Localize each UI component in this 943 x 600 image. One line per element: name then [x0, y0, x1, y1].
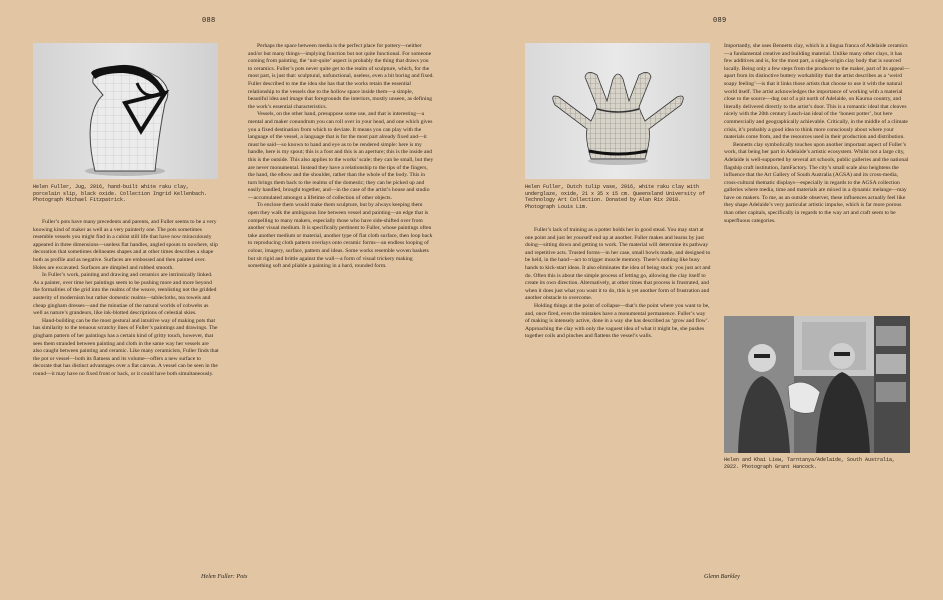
- paragraph: Fuller’s lack of training as a potter holds her in good stead. You may start at one point and just let yourself end up at another. Fuller makes and learns by just doing—sitting down and getting to work. The material will determine its pathway and repetitive acts. Trusted forms—in her case, small bowls made, and designed to be held, in the hand—act to trigger muscle memory. There’s nothing like busy hands to kick-start ideas. It also eliminates the idea of being stuck: you just act and do. Often this is about the simple process of letting go, allowing the clay itself to create its own direction. Alternatively, at other times that process is frustrated, and when it does just what you want it to do, this is yet another form of frustration and another obstacle to overcome.: [525, 227, 711, 302]
- portrait-caption: Helen and Khai Liew, Tarntanya/Adelaide, South Australia, 2022. Photograph Grant Hancock.: [724, 457, 896, 470]
- paragraph: To enclose them would make them sculpture, but by always keeping them open they walk the ambiguous line between vessel and painting—an edge that is compelling to many makers, especially those who have side-shifted over from another visual medium. It is specifically pertinent to Fuller, whose paintings often take another medium or material, another type of flat cloth surface, then loop back to reproducing cloth pattern overlays onto ceramic forms—an endless looping of colour, imagery, surface, pattern and ideas. Some works resemble woven baskets but sit rigid and brittle against the wall—a form of visual trickery making something soft and pliable a painting in a hard, rounded form.: [248, 202, 433, 270]
- paragraph: Fuller’s pots have many precedents and parents, and Fuller seems to be a very knowing kind of maker as well as a very painterly one. The pots sometimes resemble vessels you might find in a cubist still life that have now miraculously appeared in three dimensions—useless flat handles, angled spouts to nowhere, slip decoration that sometimes delineates shapes and at other times describes a shape both as profile and as negative. Surfaces are embossed and then painted over. Holes are excavated. Surfaces are dimpled and rubbed smooth.: [33, 219, 218, 271]
- portrait-photo: [724, 316, 910, 453]
- paragraph: Importantly, she uses Bennetts clay, which is a lingua franca of Adelaide ceramics—a fundamental creative and building material. Unlike many other clays, it has few additives and is, for the most part, a single-origin clay body that is sourced locally. Being only a few steps from the producer to the maker, part of its appeal—apart from its distinctive buttery workability that the artist describes as a ‘weird soapy feeling’—is that it links those artists that choose to use it with the natural world itself. The artist acknowledges the importance of working with a material close to the source—dug out of a pit north of Adelaide, on Kaurna country, and literally delivered directly to the artist’s door. This is a romantic ideal that cleaves nicely with the 20th century Leach-ian ideal of the ‘honest potter’, but here commercially and geographically achievable. Critically, in the middle of a climate crisis, it’s probably a good idea to think more consciously about where your materials come from, and the resources used in their production and distribution.: [724, 43, 910, 141]
- jug-caption: Helen Fuller, Jug, 2016, hand-built white raku clay, porcelain slip, black oxide. Collection Ingrid Kellenbach. Photograph Michael Fitzpatrick.: [33, 184, 208, 204]
- right-column-2: [724, 43, 910, 225]
- right-column-1: [525, 227, 711, 341]
- jug-image: [33, 43, 218, 179]
- left-column-2: [248, 43, 434, 271]
- portrait-image: [724, 316, 910, 453]
- tulip-vase-photo: [525, 43, 710, 179]
- vase-image: [525, 43, 710, 179]
- paragraph: Hand-building can be the most gestural and intuitive way of making pots that has similarity to the tenuous scratchy lines of Fuller’s paintings and drawings. The gingham pattern of her paintings has a certain kind of gritty touch, however, that sees them stranded between painting and cloth in the same way her vessels are also caught between painting and ceramic. Like many ceramicists, Fuller finds that the pot or vessel—both its flatness and its volume—offers a new surface to decorate that has distinct advantages over a flat canvas. A vessel can be seen in the round—it may have no fixed front or back, or it could have both simultaneously.: [33, 317, 219, 377]
- paragraph: In Fuller’s work, painting and drawing and ceramics are intrinsically linked. As a painter, over time her paintings seem to be pushing more and more beyond the formalities of the grid into the realms of the weave, reenlisting not the gridded austerity of modernism but rather domestic realms—tablecloths, tea towels and cheap gingham dresses—and the minutiae of the natural worlds of cobwebs as well as nature’s grandeurs, like ink-blotted descriptions of celestial skies.: [33, 272, 217, 317]
- paragraph: Vessels, on the other hand, presuppose some use, and that is interesting—a mental and maker conundrum you can roll over in your head, and one which gives you a fixed destination from which to deviate. It means you can play with the language of the vessel, a language that is for the most part already fixed and—it must be said—so known to hand and eye as to be rendered simple: here is my handle, here is my spout; this is a foot and this is an aperture; this is the inside and this is the outside. This also applies to the works’ scale; they can be small, but they are never monumental. Instead they have a relationship to the tips of the fingers, the hand, the elbow and the shoulder, rather than the whole of the body. This in turn brings them back to the realms of the domestic; they can be picked up and easily handled, brought together, and—in the case of the artist’s house and studio—accumulated amongst a lifetime of collection of other objects.: [248, 111, 434, 201]
- running-footer: Helen Fuller: Pots: [201, 573, 248, 580]
- jug-photo: [33, 43, 218, 179]
- page-number: 089: [713, 17, 727, 25]
- page-number: 088: [202, 17, 216, 25]
- left-page: [0, 0, 471, 600]
- paragraph: Perhaps the space between media is the perfect place for pottery—neither and/or but many things—implying function but not quite functional. For someone coming from painting, the ‘not-quite’ aspect is probably the thing that draws you to ceramics. Fuller’s pots never quite get to the realm of sculpture, which, for the most part, is just that: sculptural, unfunctional, useless, even a bit boring and fixed. Fuller described to me the idea she has that the works retain the essential relationship to the vessels due to the hollow space inside them—a simple, beautiful idea and image that foregrounds the interiors, mostly unseen, as defining the work’s essential characteristics.: [248, 43, 434, 110]
- vase-caption: Helen Fuller, Dutch tulip vase, 2016, white raku clay with underglaze, oxide, 21 x 35 x 15 cm. Queensland University of Technology Art Collection. Donated by Alan Rix 2018. Photograph Louis Lim.: [525, 184, 706, 210]
- right-page: [472, 0, 943, 600]
- paragraph: Holding things at the point of collapse—that’s the point where you want to be, and, once fired, even the mistakes have a monumental permanence. Fuller’s way of making is intensely active, done in a way she has described as ‘grow and flow’. Approaching the clay with only the vaguest idea of what it might be, she pushes together coils and pinches and flattens the vessel’s walls.: [525, 302, 710, 340]
- running-footer: Glenn Barkley: [704, 573, 740, 580]
- left-column-1: [33, 219, 219, 378]
- paragraph: Bennetts clay symbolically touches upon another important aspect of Fuller’s work, that being her part in Adelaide’s artistic ecosystem. Whilst not a large city, Adelaide is well-supported by several art schools, public galleries and the national flagship craft institution, JamFactory. The city’s small scale also heightens the influence that the Art Gallery of South Australia (AGSA) and its cross-media, cross-cultural thematic displays—especially in regards to the AGSA collection galleries where media, time and materials are mixed in a dynamic melange—may have on makers. To me, as an outside observer, these influences actually feel like they shape Adelaide’s very particular artistic impulse, which is far more porous than other capitals, specifically in regards to the way art and craft seem to be superfluous categories.: [724, 141, 909, 224]
